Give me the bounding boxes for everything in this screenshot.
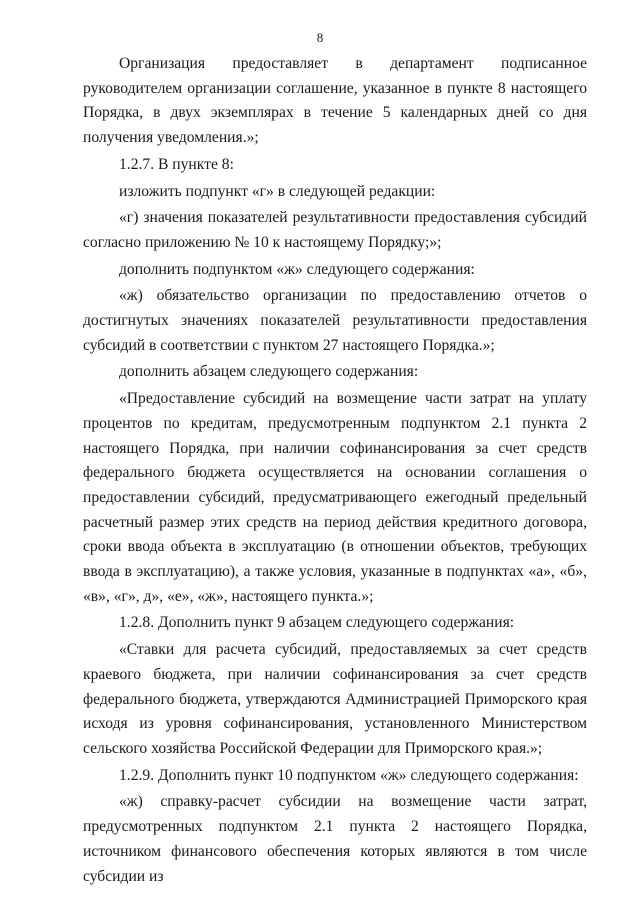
paragraph-subitem-zh-text: «ж) обязательство организации по предоставлению отчетов о достигнутых значениях показателей результативности предоставления субсидий в соответствии с пунктом 27 настоящего Порядка.»;	[83, 287, 587, 354]
paragraph-1-2-9-heading: 1.2.9. Дополнить пункт 10 подпунктом «ж» следующего содержания:	[119, 766, 579, 784]
paragraph-amend-subitem-g: изложить подпункт «г» в следующей редакции:	[119, 182, 436, 200]
paragraph-subsidy-rates: «Ставки для расчета субсидий, предоставляемых за счет средств краевого бюджета, при наличии софинансирования за счет средств федерального бюджета, утверждаются Администрацией Приморского края исходя из уровня софинансирования, установленного Министерством сельского хозяйства Российской Федерации для Приморского края.»;	[83, 641, 587, 757]
paragraph-add-subitem-zh: дополнить подпунктом «ж» следующего содержания:	[119, 260, 475, 278]
paragraph-agreement-submission: Организация предоставляет в департамент подписанное руководителем организации соглашение, указанное в пункте 8 настоящего Порядка, в двух экземплярах в течение 5 календарных дней со дня получения уведомления.»;	[83, 55, 587, 147]
page-number: 8	[316, 30, 324, 45]
paragraph-1-2-7-heading: 1.2.7. В пункте 8:	[119, 155, 234, 173]
paragraph-subsidy-calculation: «ж) справку-расчет субсидии на возмещение части затрат, предусмотренных подпунктом 2.1 пункта 2 настоящего Порядка, источником финансового обеспечения которых являются в том числе субсидии из	[83, 793, 587, 885]
paragraph-1-2-8-heading: 1.2.8. Дополнить пункт 9 абзацем следующего содержания:	[119, 614, 515, 632]
paragraph-subsidy-provision: «Предоставление субсидий на возмещение части затрат на уплату процентов по кредитам, предусмотренным подпунктом 2.1 пункта 2 настоящего Порядка, при наличии софинансирования за счет средств федерального бюджета осуществляется на основании соглашения о предоставлении субсидий, предусматривающего ежегодный предельный расчетный размер этих средств на период действия кредитного договора, сроки ввода объекта в эксплуатацию (в отношении объектов, требующих ввода в эксплуатацию), а также условия, указанные в подпунктах «а», «б», «в», «г», д», «е», «ж», настоящего пункта.»;	[83, 390, 587, 605]
paragraph-subitem-g-text: «г) значения показателей результативности предоставления субсидий согласно приложению № 10 к настоящему Порядку;»;	[83, 209, 587, 251]
document-body	[83, 52, 587, 889]
paragraph-add-clause: дополнить абзацем следующего содержания:	[119, 363, 419, 381]
